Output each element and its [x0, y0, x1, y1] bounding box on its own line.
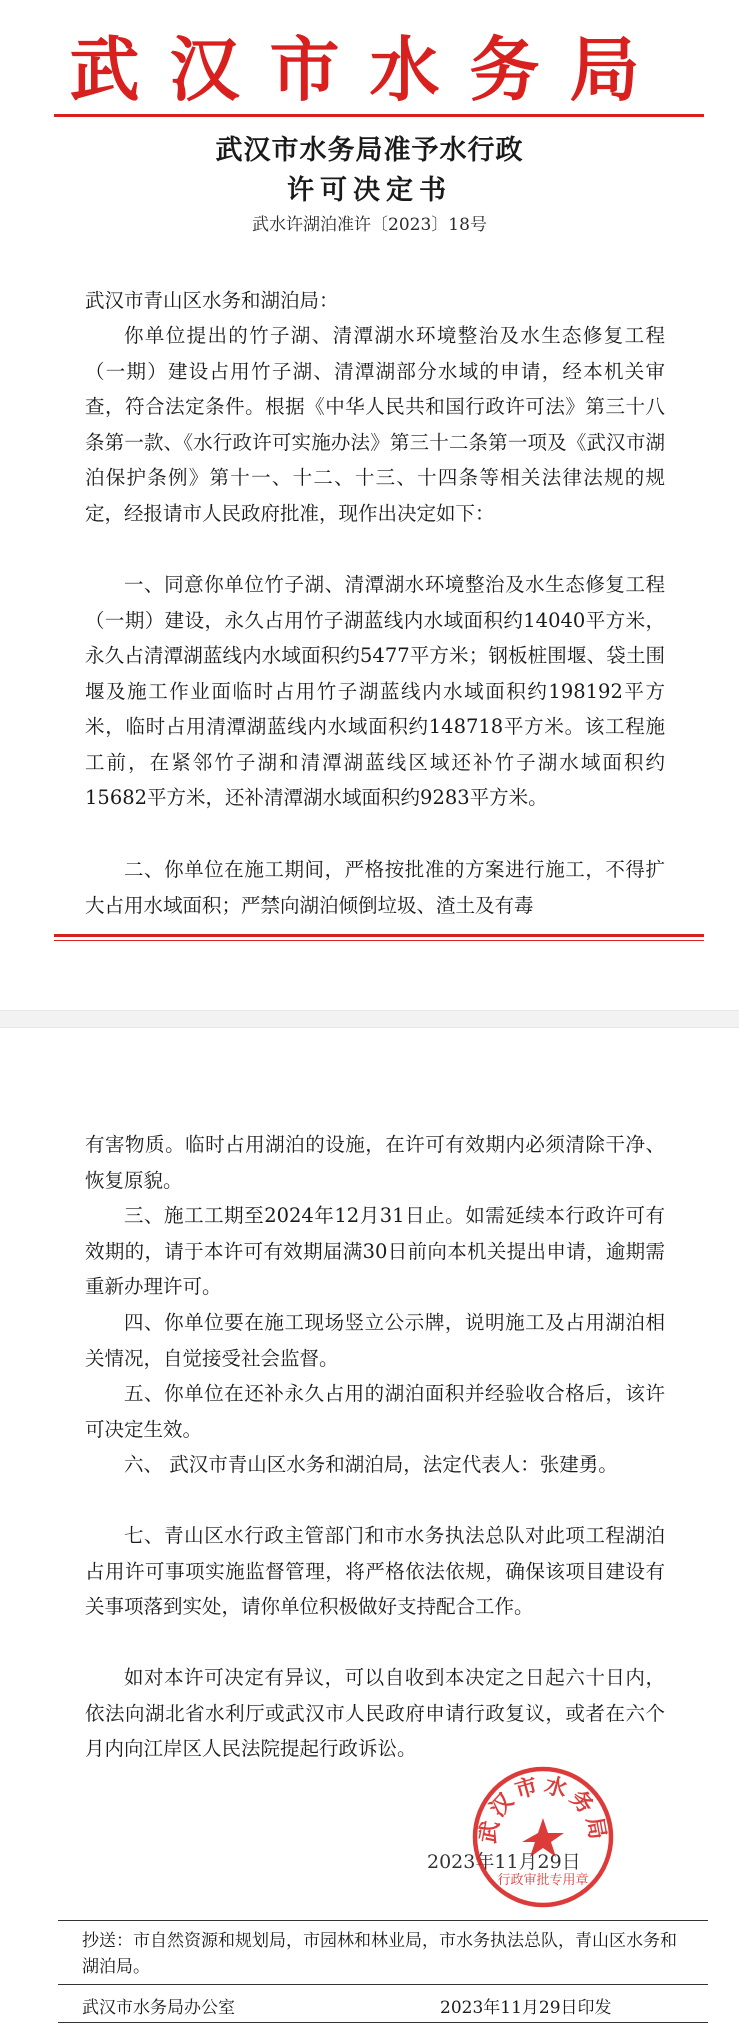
intro-paragraph: 你单位提出的竹子湖、清潭湖水环境整治及水生态修复工程（一期）建设占用竹子湖、清潭湖部分水域的申请，经本机关审查，符合法定条件。根据《中华人民共和国行政许可法》第三十八条第一款、《水行政许可实施办法》第三十二条第一项及《武汉市湖泊保护条例》第十一、十二、十三、十四条等相关法律法规的规定，经报请市人民政府批准，现作出决定如下：: [85, 324, 665, 525]
item-5-paragraph: 五、你单位在还补永久占用的湖泊面积并经验收合格后，该许可决定生效。: [85, 1382, 665, 1441]
masthead: 武汉市水务局: [69, 28, 670, 111]
item-6-paragraph: 六、 武汉市青山区水务和湖泊局，法定代表人：张建勇。: [124, 1453, 618, 1476]
item-2-paragraph-part1: 二、你单位在施工期间，严格按批准的方案进行施工，不得扩大占用水域面积；严禁向湖泊倾倒垃圾、渣土及有毒: [85, 858, 665, 917]
official-seal-icon: [468, 1762, 618, 1912]
page-separator: [0, 1010, 739, 1028]
footer-bottom-rule: [58, 2022, 708, 2023]
cc-top-rule: [58, 1920, 708, 1921]
cc-bottom-rule: [58, 1984, 708, 1985]
signature-date: 2023年11月29日: [427, 1851, 581, 1873]
item-4-paragraph: 四、你单位要在施工现场竖立公示牌，说明施工及占用湖泊相关情况，自觉接受社会监督。: [85, 1311, 665, 1370]
masthead-red-line: [54, 114, 704, 117]
document-page-1: [0, 0, 739, 1010]
item-3-paragraph: 三、施工工期至2024年12月31日止。如需延续本行政许可有效期的，请于本许可有效期届满30日前向本机关提出申请，逾期需重新办理许可。: [85, 1204, 665, 1298]
item-1-paragraph: 一、同意你单位竹子湖、清潭湖水环境整治及水生态修复工程（一期）建设，永久占用竹子湖蓝线内水域面积约14040平方米，永久占清潭湖蓝线内水域面积约5477平方米；钢板桩围堰、袋土围堰及施工作业面临时占用竹子湖蓝线内水域面积约198192平方米，临时占用清潭湖蓝线内水域面积约148718平方米。该工程施工前，在紧邻竹子湖和清潭湖蓝线区域还补竹子湖水域面积约15682平方米，还补清潭湖水域面积约9283平方米。: [85, 573, 665, 809]
cc-list: 抄送：市自然资源和规划局，市园林和林业局，市水务执法总队，青山区水务和湖泊局。: [82, 1931, 677, 1977]
page-bottom-red-line: [54, 934, 704, 937]
appeal-paragraph: 如对本许可决定有异议，可以自收到本决定之日起六十日内，依法向湖北省水利厅或武汉市人民政府申请行政复议，或者在六个月内向江岸区人民法院提起行政诉讼。: [85, 1666, 665, 1760]
print-date: 2023年11月29日印发: [440, 1998, 612, 2018]
seal-text: 武汉市水务局: [474, 1771, 612, 1846]
issuer-office: 武汉市水务局办公室: [82, 1998, 235, 2018]
document-number: 武水许湖泊准许〔2023〕18号: [252, 215, 487, 235]
document-title-line2: 许可决定书: [287, 175, 452, 206]
addressee: 武汉市青山区水务和湖泊局：: [85, 289, 339, 312]
item-7-paragraph: 七、青山区水行政主管部门和市水务执法总队对此项工程湖泊占用许可事项实施监督管理，将严格依法依规，确保该项目建设有关事项落到实处，请你单位积极做好支持配合工作。: [85, 1524, 665, 1618]
document-title-line1: 武汉市水务局准予水行政: [215, 135, 524, 166]
page-bottom-red-line-thin: [54, 940, 704, 941]
item-2-paragraph-part2: 有害物质。临时占用湖泊的设施，在许可有效期内必须清除干净、恢复原貌。: [85, 1133, 665, 1192]
seal-subtext: 行政审批专用章: [497, 1873, 589, 1888]
